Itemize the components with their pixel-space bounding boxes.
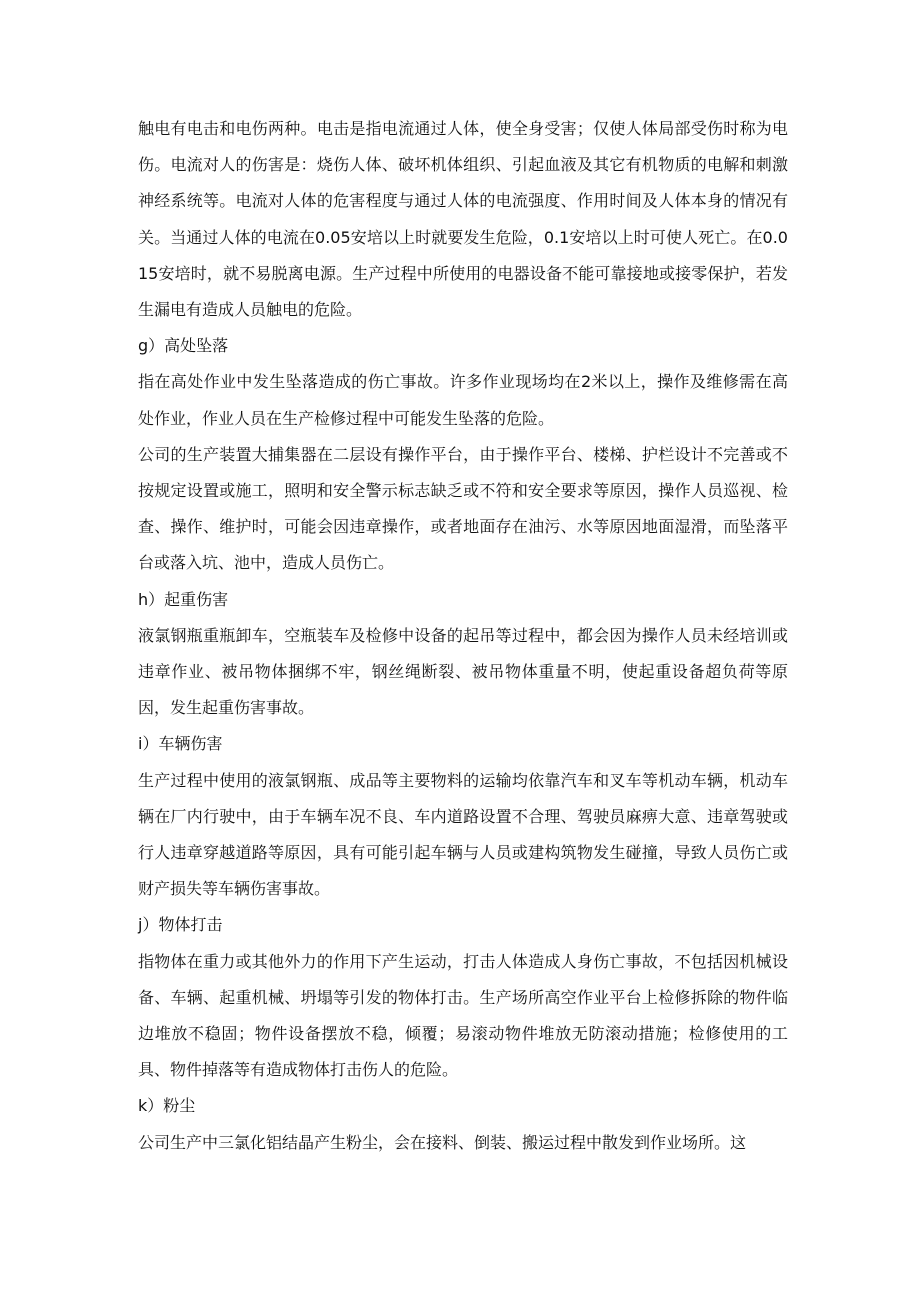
paragraph-fall-definition: 指在高处作业中发生坠落造成的伤亡事故。许多作业现场均在2米以上，操作及维修需在高处作业，作业人员在生产检修过程中可能发生坠落的危险。 (138, 372, 788, 428)
heading-fall-from-height: g）高处坠落 (138, 336, 229, 356)
paragraph-dust: 公司生产中三氯化铝结晶产生粉尘，会在接料、倒装、搬运过程中散发到作业场所。这 (138, 1132, 747, 1152)
document-body (138, 111, 788, 1161)
heading-object-strike: j）物体打击 (138, 915, 223, 935)
paragraph-electric-shock: 触电有电击和电伤两种。电击是指电流通过人体，使全身受害；仅使人体局部受伤时称为电伤。电流对人的伤害是：烧伤人体、破坏机体组织、引起血液及其它有机物质的电解和刺激神经系统等。电流对人体的危害程度与通过人体的电流强度、作用时间及人体本身的情况有关。当通过人体的电流在0.05安培以上时就要发生危险，0.1安培以上时可使人死亡。在0.015安培时，就不易脱离电源。生产过程中所使用的电器设备不能可靠接地或接零保护，若发生漏电有造成人员触电的危险。 (138, 119, 788, 320)
paragraph-lifting-injury: 液氯钢瓶重瓶卸车，空瓶装车及检修中设备的起吊等过程中，都会因为操作人员未经培训或违章作业、被吊物体捆绑不牢，钢丝绳断裂、被吊物体重量不明，使起重设备超负荷等原因，发生起重伤害事故。 (138, 625, 788, 718)
paragraph-object-strike: 指物体在重力或其他外力的作用下产生运动，打击人体造成人身伤亡事故，不包括因机械设备、车辆、起重机械、坍塌等引发的物体打击。生产场所高空作业平台上检修拆除的物件临边堆放不稳固；物件设备摆放不稳，倾覆；易滚动物件堆放无防滚动措施；检修使用的工具、物件掉落等有造成物体打击伤人的危险。 (138, 951, 788, 1080)
paragraph-vehicle-injury: 生产过程中使用的液氯钢瓶、成品等主要物料的运输均依靠汽车和叉车等机动车辆，机动车辆在厂内行驶中，由于车辆车况不良、车内道路设置不合理、驾驶员麻痹大意、违章驾驶或行人违章穿越道路等原因，具有可能引起车辆与人员或建构筑物发生碰撞，导致人员伤亡或财产损失等车辆伤害事故。 (138, 770, 788, 899)
heading-dust: k）粉尘 (138, 1096, 196, 1116)
paragraph-fall-platform: 公司的生产装置大捕集器在二层设有操作平台，由于操作平台、楼梯、护栏设计不完善或不按规定设置或施工，照明和安全警示标志缺乏或不符和安全要求等原因，操作人员巡视、检查、操作、维护时，可能会因违章操作，或者地面存在油污、水等原因地面湿滑，而坠落平台或落入坑、池中，造成人员伤亡。 (138, 444, 788, 573)
heading-vehicle-injury: i）车辆伤害 (138, 734, 223, 754)
heading-lifting-injury: h）起重伤害 (138, 589, 229, 609)
